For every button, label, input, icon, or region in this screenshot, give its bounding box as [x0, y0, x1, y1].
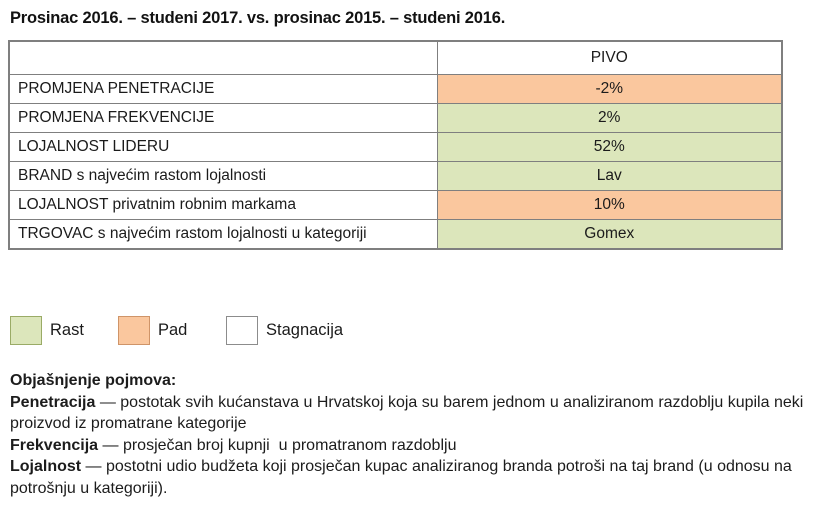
row-value-trgovac-rast-lojalnosti: Gomex	[437, 220, 782, 250]
row-label-promjena-penetracije: PROMJENA PENETRACIJE	[9, 75, 437, 104]
stagnacija-color-swatch	[226, 316, 258, 345]
table-row	[9, 75, 782, 104]
table-row	[9, 133, 782, 162]
row-value-lojalnost-lideru: 52%	[437, 133, 782, 162]
table-corner-cell	[9, 41, 437, 75]
legend-label-pad: Pad	[158, 321, 188, 339]
table-row	[9, 220, 782, 250]
pad-color-swatch	[118, 316, 150, 345]
rast-color-swatch	[10, 316, 42, 345]
legend	[10, 316, 827, 345]
row-label-brand-rast-lojalnosti: BRAND s najvećim rastom lojalnosti	[9, 162, 437, 191]
row-label-lojalnost-lideru: LOJALNOST LIDERU	[9, 133, 437, 162]
legend-item-stagnacija	[226, 316, 344, 345]
term-penetracija	[10, 392, 815, 435]
explanation-heading: Objašnjenje pojmova:	[10, 372, 177, 389]
term-lojalnost-definition: — postotni udio budžeta koji prosječan kupac analiziranog branda potroši na taj brand (u odnosu na potrošnju u kategoriji).	[10, 458, 797, 497]
row-value-lojalnost-robne-marke: 10%	[437, 191, 782, 220]
row-value-promjena-frekvencije: 2%	[437, 104, 782, 133]
kpi-table	[8, 40, 783, 250]
table-header-row	[9, 41, 782, 75]
table-row	[9, 191, 782, 220]
term-penetracija-word: Penetracija	[10, 393, 96, 411]
legend-item-rast	[10, 316, 118, 345]
row-value-promjena-penetracije: -2%	[437, 75, 782, 104]
term-lojalnost	[10, 456, 815, 499]
term-frekvencija-word: Frekvencija	[10, 436, 99, 454]
legend-label-stagnacija: Stagnacija	[266, 321, 344, 339]
table-row	[9, 162, 782, 191]
table-row	[9, 104, 782, 133]
row-label-promjena-frekvencije: PROMJENA FREKVENCIJE	[9, 104, 437, 133]
legend-item-pad	[118, 316, 226, 345]
explanation-section	[10, 370, 815, 499]
term-lojalnost-word: Lojalnost	[10, 458, 82, 475]
row-value-brand-rast-lojalnosti: Lav	[437, 162, 782, 191]
term-frekvencija	[10, 435, 815, 457]
row-label-trgovac-rast-lojalnosti: TRGOVAC s najvećim rastom lojalnosti u kategoriji	[9, 220, 437, 250]
term-frekvencija-definition: — prosječan broj kupnji u promatranom razdoblju	[98, 436, 457, 454]
table-header-category: PIVO	[437, 41, 782, 75]
page-title: Prosinac 2016. – studeni 2017. vs. prosinac 2015. – studeni 2016.	[10, 9, 506, 27]
legend-label-rast: Rast	[50, 321, 84, 339]
term-penetracija-definition: — postotak svih kućanstava u Hrvatskoj koja su barem jednom u analiziranom razdoblju kupila neki proizvod iz promatrane kategorije	[10, 393, 808, 432]
row-label-lojalnost-robne-marke: LOJALNOST privatnim robnim markama	[9, 191, 437, 220]
